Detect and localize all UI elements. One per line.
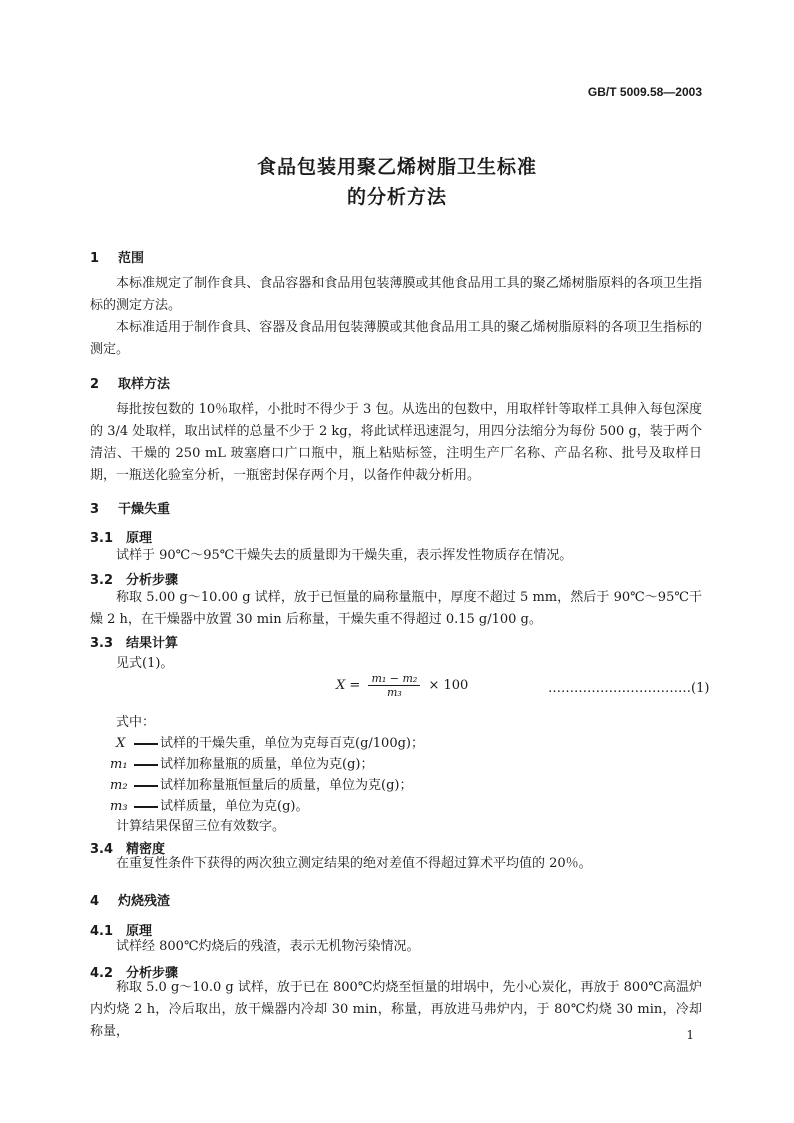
page-number: 1 [686,1028,694,1042]
section-number: 1 [90,251,100,266]
subsection-title: 分析步骤 [126,573,179,588]
paragraph: 本标准适用于制作食具、容器及食品用包装薄膜或其他食品用工具的聚乙烯树脂原料的各项卫生指标的测定。 [90,320,702,357]
formula-fraction [368,672,420,699]
variable-description: 试样质量，单位为克(g)。 [160,799,309,814]
section-2-heading [90,373,170,392]
formula-1 [336,672,468,699]
paragraph: 称取 5.0 g～10.0 g 试样，放于已在 800℃灼烧至恒量的坩埚中，先小心炭化，再放于 800℃高温炉内灼烧 2 h，冷后取出，放干燥器内冷却 30 min，称量，再放进马弗炉内，于 80℃灼烧 30 min，冷却称量， [90,980,702,1039]
formula-number: ……………………………(1) [548,681,710,696]
formula-lhs: X [336,678,346,693]
section-4-heading [90,890,170,909]
subsection-title: 结果计算 [126,636,179,651]
variable-description: 试样的干燥失重，单位为克每百克(g/100g)； [160,736,424,751]
section-title: 灼烧残渣 [118,894,171,909]
subsection-title: 分析步骤 [126,966,179,981]
formula-numerator: m₁ − m₂ [368,672,420,686]
subsection-number: 3.3 [90,636,114,651]
formula-reference: 见式(1)。 [116,656,174,671]
variable-symbol: m₁ [110,757,128,772]
variable-symbol: m₃ [110,799,128,814]
subsection-3-2-heading [90,569,178,588]
section-number: 2 [90,377,100,392]
paragraph: 每批按包数的 10％取样，小批时不得少于 3 包。从选出的包数中，用取样针等取样工具伸入每包深度的 3/4 处取样，取出试样的总量不少于 2 kg，将此试样迅速混匀，用四分法缩分为每份 500 g，装于两个清洁、干燥的 250 mL 玻塞磨口广口瓶中，瓶上粘贴标签，注明生产厂名称、产品名称、批号及取样日期，一瓶送化验室分析，一瓶密封保存两个月，以备作仲裁分析用。 [90,402,702,483]
section-number: 4 [90,894,100,909]
subsection-number: 3.4 [90,842,114,857]
dash-divider [134,785,158,787]
section-title: 干燥失重 [118,502,171,517]
section-1-heading [90,247,144,266]
formula-equals: = [349,678,361,693]
variable-definition [110,753,373,772]
subsection-title: 原理 [126,924,153,939]
variable-definition [116,732,424,751]
paragraph: 试样经 800℃灼烧后的残渣，表示无机物污染情况。 [116,939,420,954]
paragraph: 称取 5.00 g～10.00 g 试样，放于已恒量的扁称量瓶中，厚度不超过 5 mm，然后于 90℃～95℃干燥 2 h，在干燥器中放置 30 min 后称量，干燥失重不得超过 0.15 g/100 g。 [90,590,702,627]
document-title-line2: 的分析方法 [346,186,447,208]
section-number: 3 [90,502,100,517]
paragraph: 本标准规定了制作食具、食品容器和食品用包装薄膜或其他食品用工具的聚乙烯树脂原料的各项卫生指标的测定方法。 [90,276,702,313]
precision-note: 计算结果保留三位有效数字。 [116,819,286,834]
variable-symbol: m₂ [110,778,128,793]
formula-denominator: m₃ [386,686,402,699]
section-title: 范围 [118,251,145,266]
document-title-line1: 食品包装用聚乙烯树脂卫生标准 [256,156,537,178]
variable-description: 试样加称量瓶的质量，单位为克(g)； [160,757,374,772]
subsection-3-1-heading [90,527,152,546]
subsection-number: 4.1 [90,924,114,939]
subsection-title: 精密度 [126,842,166,857]
dash-divider [134,806,158,808]
subsection-3-3-heading [90,632,178,651]
where-label: 式中： [116,715,156,730]
paragraph: 试样于 90℃～95℃干燥失去的质量即为干燥失重，表示挥发性物质存在情况。 [116,548,573,563]
section-title: 取样方法 [118,377,171,392]
standard-number: GB/T 5009.58—2003 [587,85,702,99]
subsection-number: 3.1 [90,531,114,546]
formula-multiplier: × 100 [428,678,469,693]
paragraph: 在重复性条件下获得的两次独立测定结果的绝对差值不得超过算术平均值的 20％。 [116,856,592,871]
subsection-number: 4.2 [90,966,114,981]
variable-description: 试样加称量瓶恒量后的质量，单位为克(g)； [160,778,413,793]
section-3-heading [90,498,170,517]
dash-divider [134,743,158,745]
variable-symbol: X [116,736,126,751]
subsection-number: 3.2 [90,573,114,588]
dash-divider [134,764,158,766]
variable-definition [110,774,412,793]
variable-definition [110,795,308,814]
subsection-title: 原理 [126,531,153,546]
